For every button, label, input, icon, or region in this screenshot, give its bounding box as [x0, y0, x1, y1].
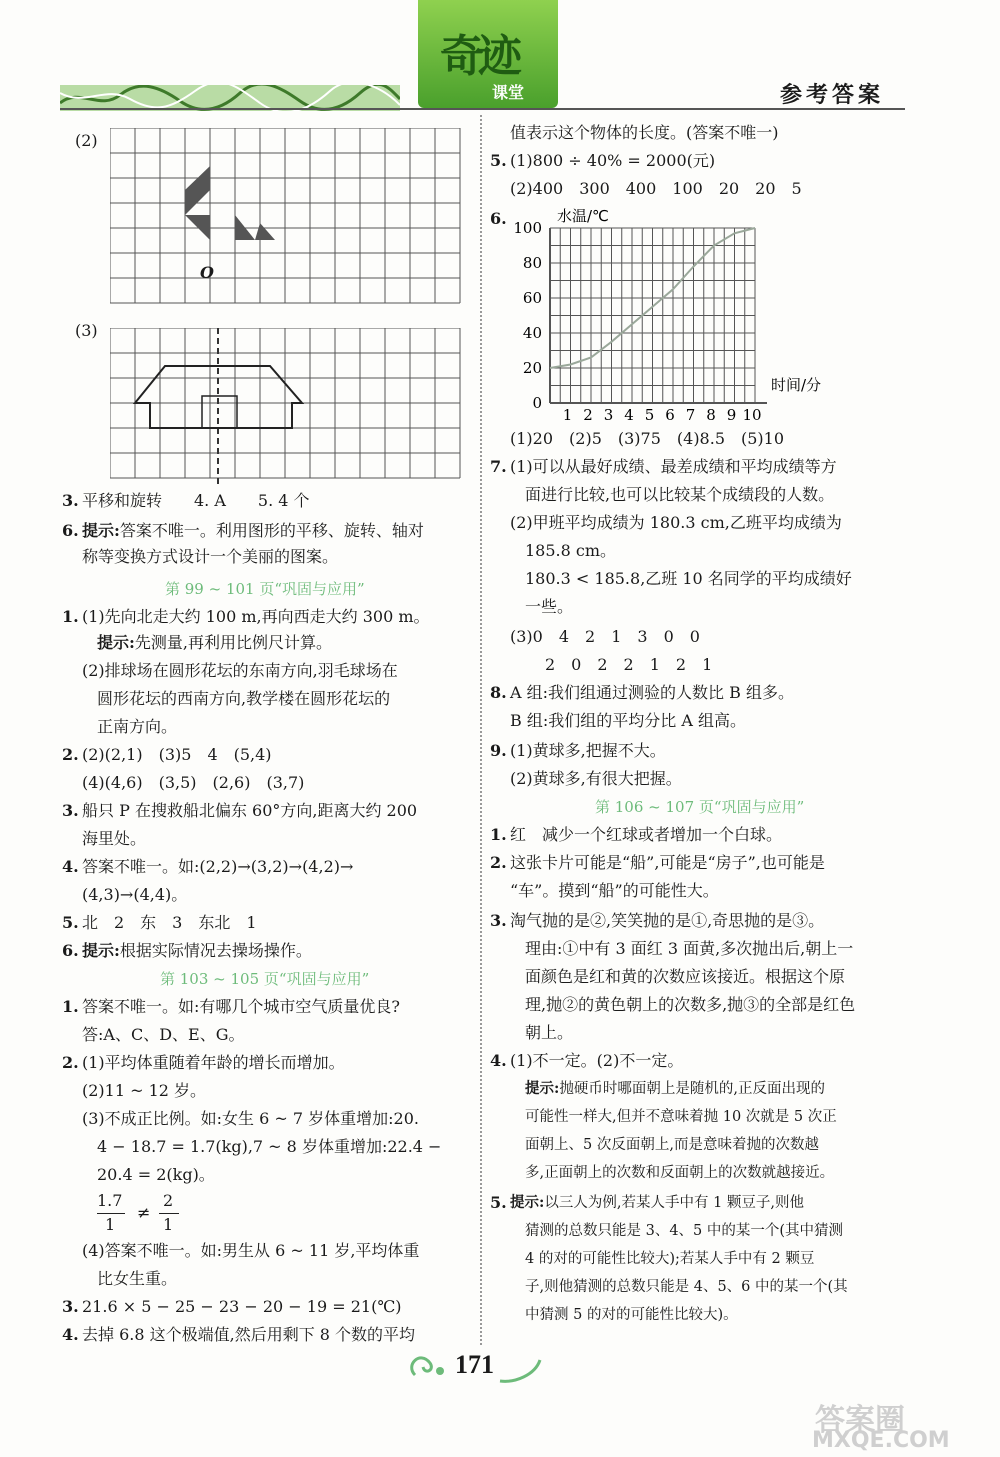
item-number: 6. [490, 209, 507, 228]
answer-text: 朝上。 [525, 1023, 574, 1042]
grid-figure-2 [110, 128, 466, 308]
fraction-inequality [97, 1190, 207, 1236]
answer-text: (1)可以从最好成绩、最差成绩和平均成绩等方 [510, 457, 837, 476]
answer-text: 理,抛②的黄色朝上的次数多,抛③的全部是红色 [525, 995, 856, 1014]
item-number: 3. [62, 1297, 79, 1316]
logo-text: 奇迹 [440, 31, 516, 82]
answer-text: (3)不成正比例。如:女生 6 ~ 7 岁体重增加:20. [82, 1109, 420, 1128]
answer-text: (1)黄球多,把握不大。 [510, 741, 666, 760]
y-tick-label: 40 [522, 324, 542, 342]
answer-text: 答案不唯一。利用图形的平移、旋转、轴对 [119, 521, 424, 540]
answer-text: 抛硬币时哪面朝上是随机的,正反面出现的 [559, 1081, 825, 1097]
answer-text: 中猜测 5 的对的可能性比较大)。 [525, 1307, 738, 1323]
item-number: 2. [62, 745, 79, 764]
answer-text: 面朝上、5 次反面朝上,而是意味着抛的次数越 [525, 1137, 819, 1153]
x-tick-label: 10 [742, 406, 762, 424]
shape-triangle-right-b [255, 223, 275, 240]
x-tick-label: 1 [562, 406, 573, 424]
answer-text: (1)平均体重随着年龄的增长而增加。 [82, 1053, 345, 1072]
answer-text: 淘气抛的是②,笑笑抛的是①,奇思抛的是③。 [510, 911, 825, 930]
answer-text: 这张卡片可能是“船”,可能是“房子”,也可能是 [510, 853, 825, 872]
x-tick-label: 4 [624, 406, 634, 424]
section-heading: 第 99 ~ 101 页“巩固与应用” [165, 580, 365, 598]
hint-label: 提示: [525, 1080, 560, 1097]
figure-2-label: (2) [75, 131, 98, 150]
answer-text: 180.3 < 185.8,乙班 10 名同学的平均成绩好 [525, 569, 852, 588]
x-axis-label: 时间/分 [771, 376, 822, 394]
item-number: 8. [490, 683, 507, 702]
page-number: 171 [455, 1350, 494, 1379]
item-number: 4. [62, 1325, 79, 1344]
item-number: 3. [490, 911, 507, 930]
y-tick-label: 20 [522, 359, 542, 377]
item-number: 4. [62, 857, 79, 876]
item-number: 7. [490, 457, 507, 476]
answer-text: 2 0 2 2 1 2 1 [545, 655, 713, 674]
answer-text: 北 2 东 3 东北 1 [82, 913, 257, 932]
logo-subtext: 课堂 [492, 83, 525, 102]
hint-label: 提示: [97, 633, 135, 652]
page-title: 参考答案 [780, 82, 885, 108]
answer-text: 去掉 6.8 这个极端值,然后用剩下 8 个数的平均 [82, 1325, 416, 1344]
answer-text: 比女生重。 [97, 1269, 178, 1288]
x-tick-label: 6 [665, 406, 675, 424]
item-number: 5. [490, 1193, 507, 1212]
item-number: 9. [490, 741, 507, 760]
x-tick-label: 3 [603, 406, 614, 424]
header-divider [60, 108, 905, 110]
item-number: 1. [62, 997, 79, 1016]
answer-text: 子,则他猜测的总数只能是 4、5、6 中的某一个(其 [525, 1279, 848, 1295]
item-number: 2. [62, 1053, 79, 1072]
water-temperature-chart [505, 205, 875, 430]
house-door [202, 396, 237, 428]
answer-text: 185.8 cm。 [525, 541, 617, 560]
answer-text: (4)(4,6) (3,5) (2,6) (3,7) [82, 773, 305, 792]
answer-text: (1)20 (2)5 (3)75 (4)8.5 (5)10 [510, 429, 785, 448]
origin-label: O [200, 263, 214, 282]
answer-text: 以三人为例,若某人手中有 1 颗豆子,则他 [544, 1195, 805, 1211]
answer-text: 多,正面朝上的次数和反面朝上的次数就越接近。 [525, 1165, 835, 1181]
answer-text: 红 减少一个红球或者增加一个白球。 [510, 825, 783, 844]
hint-label: 提示: [82, 521, 120, 540]
answer-text: 值表示这个物体的长度。(答案不唯一) [510, 123, 779, 142]
answer-text: B 组:我们组的平均分比 A 组高。 [510, 711, 746, 730]
answer-text: 称等变换方式设计一个美丽的图案。 [82, 547, 339, 566]
answer-text: 一些。 [525, 597, 574, 616]
column-divider [480, 115, 482, 1345]
answer-text: (3)0 4 2 1 3 0 0 [510, 627, 700, 646]
y-axis-label: 水温/℃ [557, 207, 609, 225]
x-tick-label: 5 [644, 406, 655, 424]
answer-text: 面颜色是红和黄的次数应该接近。根据这个原 [525, 967, 846, 986]
answer-text: 答:A、C、D、E、G。 [82, 1025, 245, 1044]
answer-text: 理由:①中有 3 面红 3 面黄,多次抛出后,朝上一 [525, 939, 854, 958]
item-number: 6. [62, 941, 79, 960]
answer-text: 21.6 × 5 − 25 − 23 − 20 − 19 = 21(℃) [82, 1297, 402, 1316]
y-tick-label: 80 [522, 254, 542, 272]
answer-text: 猜测的总数只能是 3、4、5 中的某一个(其中猜测 [525, 1223, 844, 1239]
answer-text: (2)甲班平均成绩为 180.3 cm,乙班平均成绩为 [510, 513, 842, 532]
not-equal-sign: ≠ [137, 1203, 151, 1222]
answer-text: 平移和旋转 4. A 5. 4 个 [82, 491, 310, 510]
item-number: 5. [490, 151, 507, 170]
answer-text: 船只 P 在搜救船北偏东 60°方向,距离大约 200 [82, 801, 418, 820]
hint-label: 提示: [510, 1194, 545, 1211]
y-tick-label: 0 [532, 394, 542, 412]
x-tick-label: 2 [583, 406, 593, 424]
item-number: 1. [62, 607, 79, 626]
answer-text: (2)11 ~ 12 岁。 [82, 1081, 207, 1100]
answer-text: 正南方向。 [97, 717, 178, 736]
answer-text: (1)先向北走大约 100 m,再向西走大约 300 m。 [82, 607, 430, 626]
answer-text: 可能性一样大,但并不意味着抛 10 次就是 5 次正 [525, 1109, 837, 1125]
answer-text: (2)(2,1) (3)5 4 (5,4) [82, 745, 272, 764]
answer-text: (2)400 300 400 100 20 20 5 [510, 179, 802, 198]
answer-text: 答案不唯一。如:(2,2)→(3,2)→(4,2)→ [82, 857, 354, 876]
answer-text: (1)不一定。(2)不一定。 [510, 1051, 684, 1070]
item-number: 5. [62, 913, 79, 932]
y-tick-label: 60 [522, 289, 542, 307]
item-number: 3. [62, 801, 79, 820]
y-tick-label: 100 [513, 219, 542, 237]
grid-figure-3 [110, 328, 466, 484]
answer-text: (4)答案不唯一。如:男生从 6 ~ 11 岁,平均体重 [82, 1241, 420, 1260]
answer-text: 圆形花坛的西南方向,教学楼在圆形花坛的 [97, 689, 391, 708]
chart-grid [550, 228, 767, 403]
hint-label: 提示: [82, 941, 120, 960]
x-tick-label: 9 [726, 406, 737, 424]
item-number: 3. [62, 491, 79, 510]
answer-text: (2)黄球多,有很大把握。 [510, 769, 682, 788]
section-heading: 第 106 ~ 107 页“巩固与应用” [595, 798, 805, 816]
answer-text: 面进行比较,也可以比较某个成绩段的人数。 [525, 485, 835, 504]
watermark-logo: 答案圈 [815, 1403, 905, 1438]
answer-text: 答案不唯一。如:有哪几个城市空气质量优良? [82, 997, 400, 1016]
item-number: 4. [490, 1051, 507, 1070]
item-number: 6. [62, 521, 79, 540]
fraction-numerator: 2 [163, 1191, 174, 1210]
watermark-url: MXQE.COM [812, 1428, 950, 1453]
answer-text: 4 − 18.7 = 1.7(kg),7 ~ 8 岁体重增加:22.4 − [97, 1137, 442, 1156]
answer-text: A 组:我们组通过测验的人数比 B 组多。 [510, 683, 794, 702]
answer-text: (4,3)→(4,4)。 [82, 885, 188, 904]
answer-text: 海里处。 [82, 829, 147, 848]
answer-text: 根据实际情况去操场操作。 [119, 941, 312, 960]
fraction-denominator: 1 [163, 1215, 174, 1234]
figure-3-label: (3) [75, 321, 98, 340]
brand-logo [418, 0, 558, 108]
answer-text: 先测量,再利用比例尺计算。 [134, 633, 333, 652]
fraction-numerator: 1.7 [97, 1191, 123, 1210]
x-tick-label: 8 [706, 406, 716, 424]
answer-text: (1)800 ÷ 40% = 2000(元) [510, 151, 716, 170]
answer-text: 4 的对的可能性比较大);若某人手中有 2 颗豆 [525, 1251, 815, 1267]
answer-text: (2)排球场在圆形花坛的东南方向,羽毛球场在 [82, 661, 398, 680]
section-heading: 第 103 ~ 105 页“巩固与应用” [160, 970, 370, 988]
item-number: 1. [490, 825, 507, 844]
x-tick-label: 7 [685, 406, 696, 424]
item-number: 2. [490, 853, 507, 872]
fraction-denominator: 1 [105, 1215, 116, 1234]
answer-text: 20.4 = 2(kg)。 [97, 1165, 215, 1184]
answer-text: “车”。摸到“船”的可能性大。 [510, 881, 719, 900]
